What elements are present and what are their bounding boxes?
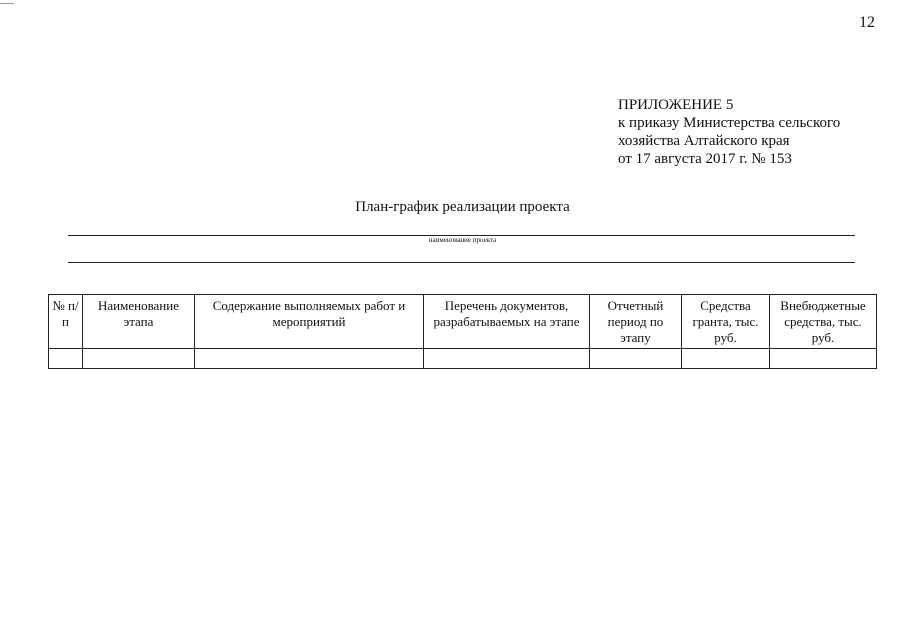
appendix-line-2: хозяйства Алтайского края bbox=[618, 133, 790, 149]
appendix-line-1: к приказу Министерства сельского bbox=[618, 115, 841, 131]
column-header-extrabudgetary-funds: Внебюджетные средства, тыс. руб. bbox=[770, 295, 877, 349]
table-cell bbox=[770, 349, 877, 369]
page-number: 12 bbox=[859, 14, 875, 31]
column-header-number: № п/п bbox=[49, 295, 83, 349]
table-cell bbox=[195, 349, 424, 369]
appendix-title: ПРИЛОЖЕНИЕ 5 bbox=[618, 97, 734, 113]
appendix-line-3: от 17 августа 2017 г. № 153 bbox=[618, 151, 792, 167]
table-cell bbox=[83, 349, 195, 369]
document-title: План-график реализации проекта bbox=[355, 199, 570, 215]
appendix-block bbox=[618, 96, 840, 168]
column-header-documents: Перечень документов, разрабатываемых на этапе bbox=[424, 295, 590, 349]
table-row bbox=[49, 349, 877, 369]
column-header-reporting-period: Отчетный период по этапу bbox=[590, 295, 682, 349]
column-header-stage-name: Наименование этапа bbox=[83, 295, 195, 349]
table-cell bbox=[682, 349, 770, 369]
column-header-grant-funds: Средства гранта, тыс. руб. bbox=[682, 295, 770, 349]
table-cell bbox=[590, 349, 682, 369]
plan-schedule-table bbox=[48, 294, 877, 369]
project-name-line-2 bbox=[68, 262, 855, 263]
table-cell bbox=[424, 349, 590, 369]
scan-edge-mark bbox=[0, 3, 14, 4]
table-header-row bbox=[49, 295, 877, 349]
table-cell bbox=[49, 349, 83, 369]
project-name-caption: наименование проекта bbox=[428, 236, 497, 244]
column-header-work-content: Содержание выполняемых работ и мероприятий bbox=[195, 295, 424, 349]
